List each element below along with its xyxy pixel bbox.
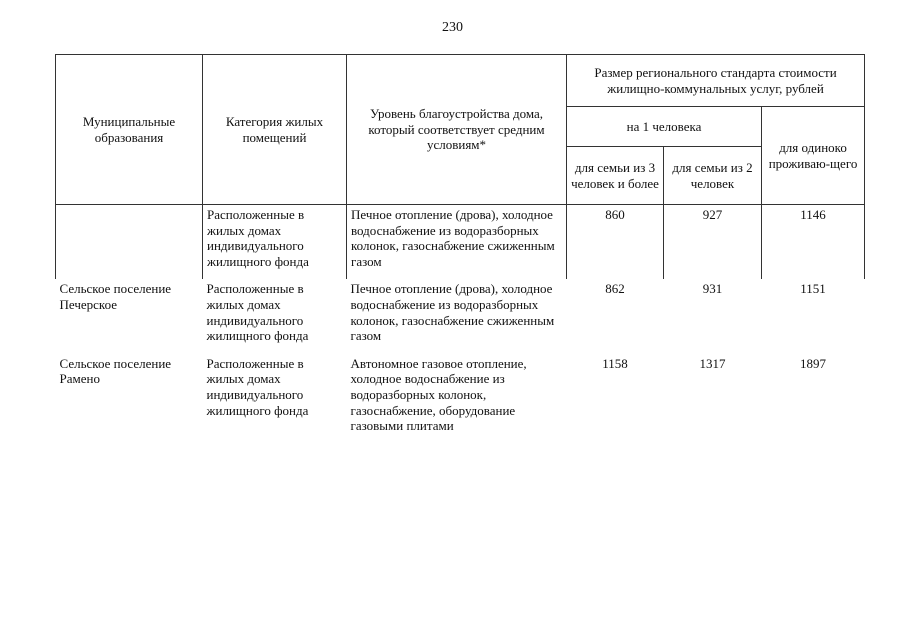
cell-single-resident: 1897 (800, 355, 827, 371)
page-number: 230 (442, 20, 463, 35)
cell-municipality: Сельское поселение Печерское (59, 281, 172, 312)
cell-family-2: 1317 (699, 355, 726, 371)
cell-municipality (56, 205, 203, 280)
cell-family-3-plus: 1158 (602, 355, 628, 371)
cell-family-3-plus: 862 (605, 281, 625, 297)
cell-municipality: Сельское поселение Рамено (59, 355, 172, 387)
header-single-resident: для одиноко проживаю-щего (762, 107, 865, 205)
cell-amenities-level: Печное отопление (дрова), холодное водоснабжение из водоразборных колонок, газоснабжение сжиженным газом (350, 281, 555, 344)
cell-category: Расположенные в жилых домах индивидуального жилищного фонда (206, 355, 309, 418)
cell-family-3-plus: 860 (567, 205, 664, 280)
table-header (56, 55, 865, 205)
table-body (56, 205, 865, 444)
cell-amenities-level: Автономное газовое отопление, холодное водоснабжение из водоразборных колонок, газоснабжение, оборудование газовыми плитами (350, 355, 527, 434)
table-row (56, 205, 865, 280)
header-municipalities: Муниципальные образования (56, 55, 203, 205)
header-housing-category: Категория жилых помещений (203, 55, 347, 205)
housing-standards-table (55, 54, 865, 444)
header-per-person: на 1 человека (567, 107, 762, 147)
table-row (56, 354, 865, 444)
cell-category: Расположенные в жилых домах индивидуального жилищного фонда (206, 281, 309, 344)
cell-amenities-level: Печное отопление (дрова), холодное водоснабжение из водоразборных колонок, газоснабжение сжиженным газом (347, 205, 567, 280)
header-amenities-level: Уровень благоустройства дома, который соответствует средним условиям* (347, 55, 567, 205)
cell-single-resident: 1151 (800, 281, 826, 297)
cell-single-resident: 1146 (762, 205, 865, 280)
cell-category: Расположенные в жилых домах индивидуального жилищного фонда (203, 205, 347, 280)
header-family-3-plus: для семьи из 3 человек и более (567, 147, 664, 205)
header-standard-size: Размер регионального стандарта стоимости жилищно-коммунальных услуг, рублей (567, 55, 865, 107)
cell-family-2: 927 (664, 205, 762, 280)
table-row (56, 279, 865, 353)
cell-family-2: 931 (702, 281, 723, 297)
header-family-2: для семьи из 2 человек (664, 147, 762, 205)
